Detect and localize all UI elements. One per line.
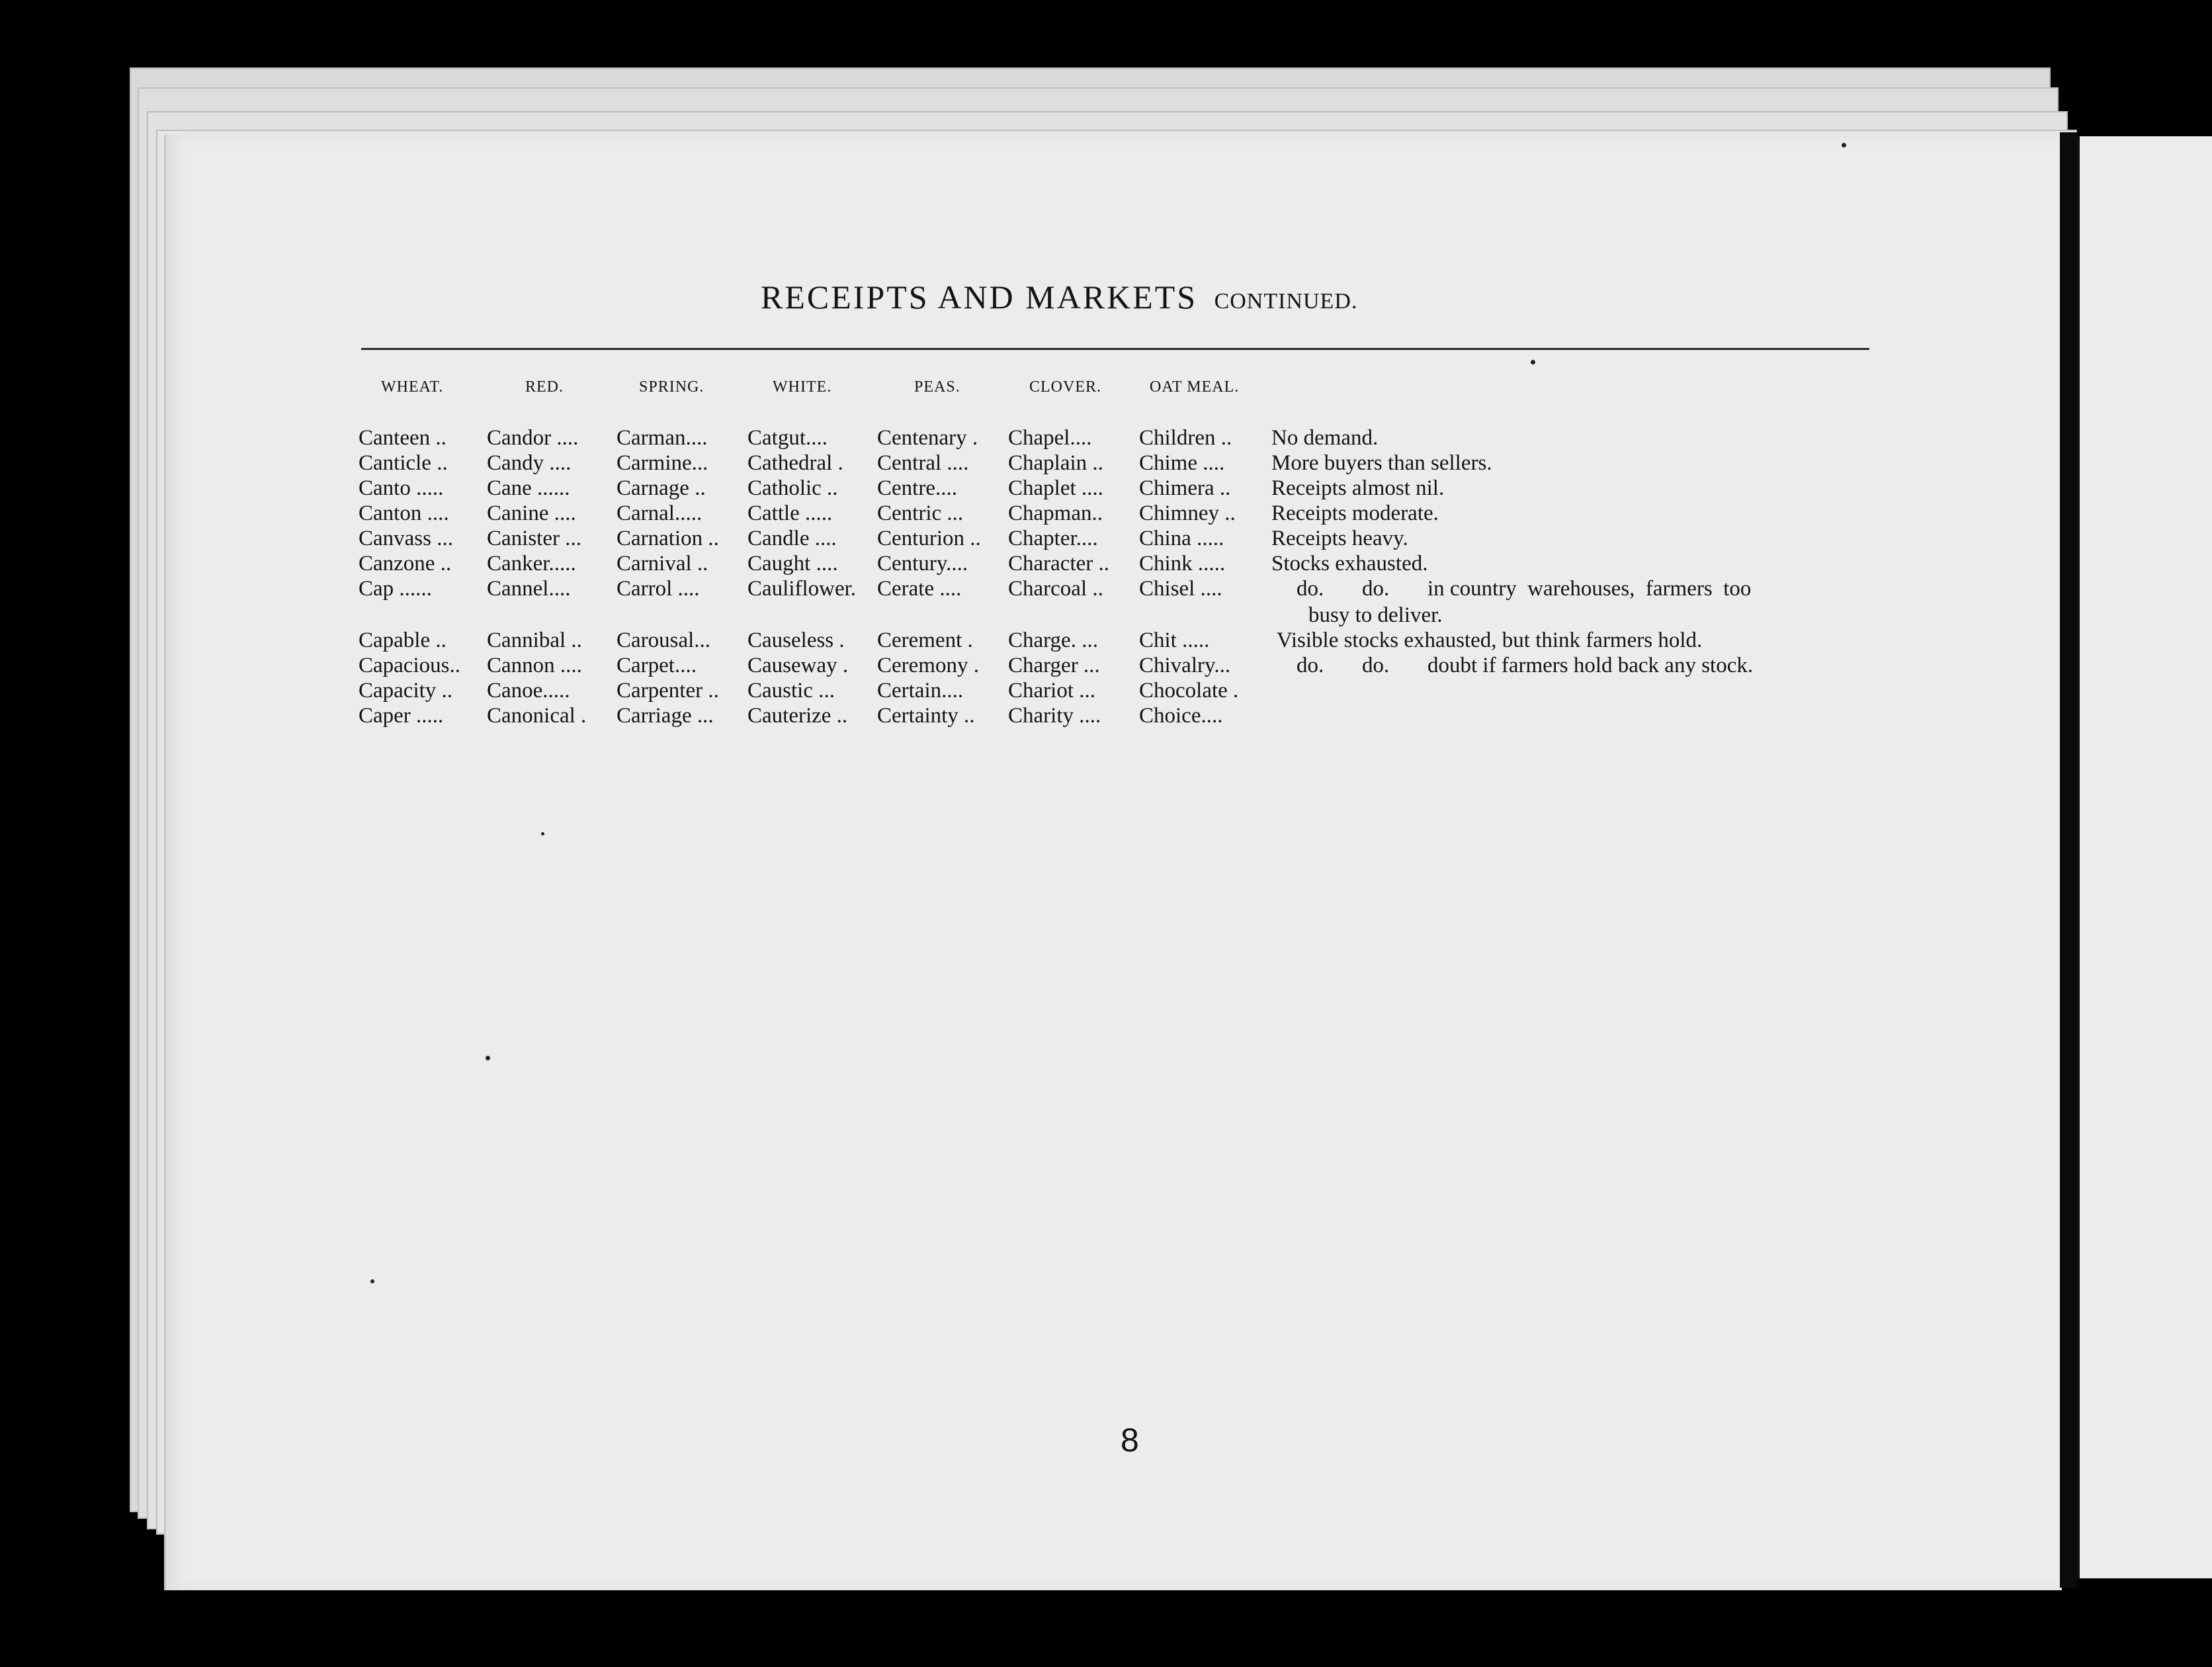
code-word: Caper ..... [359, 704, 444, 728]
table-row [0, 654, 2212, 680]
code-word: Canine .... [487, 501, 576, 525]
column-header-red: RED. [525, 378, 564, 396]
code-word: Canticle .. [359, 451, 448, 475]
code-word: Cannon .... [487, 654, 582, 677]
code-word: Canton .... [359, 501, 449, 525]
code-word: Canoe..... [487, 679, 570, 703]
code-word: Canteen .. [359, 426, 447, 450]
code-word: China ..... [1139, 527, 1224, 550]
code-word: Carousal... [617, 628, 711, 652]
market-remark: do. do. in country warehouses, farmers too [1297, 577, 1752, 601]
column-header-peas: PEAS. [914, 378, 960, 396]
code-word: Carman.... [617, 426, 708, 450]
code-word: Chapman.. [1008, 501, 1103, 525]
code-word: Carnation .. [617, 527, 719, 550]
code-word: Cathedral . [747, 451, 843, 475]
code-word: Capable .. [359, 628, 447, 652]
code-word: Chisel .... [1139, 577, 1222, 601]
table-row [0, 501, 2212, 528]
market-remark: Receipts almost nil. [1271, 476, 1445, 500]
ink-speck [1531, 360, 1535, 364]
ink-speck [486, 1056, 490, 1060]
code-word: Cauliflower. [747, 577, 857, 601]
ink-speck [1842, 143, 1846, 148]
code-word: Chit ..... [1139, 628, 1210, 652]
code-word: Certainty .. [877, 704, 975, 728]
market-remark: Visible stocks exhausted, but think farmers hold. [1277, 628, 1703, 652]
code-word: Chapter.... [1008, 527, 1098, 550]
code-word: Ceremony . [877, 654, 979, 677]
facing-page-edge [2077, 136, 2212, 1578]
code-word: Canister ... [487, 527, 581, 550]
table-row [0, 679, 2212, 705]
code-word: Cerate .... [877, 577, 962, 601]
code-word: Centric ... [877, 501, 964, 525]
code-word: Candy .... [487, 451, 572, 475]
code-word: Cane ...... [487, 476, 570, 500]
code-word: Chariot ... [1008, 679, 1095, 703]
code-word: Chivalry... [1139, 654, 1231, 677]
market-remark: do. do. doubt if farmers hold back any stock. [1297, 654, 1754, 677]
table-row [0, 552, 2212, 578]
code-word: Central .... [877, 451, 969, 475]
code-word: Carmine... [617, 451, 708, 475]
code-word: Charger ... [1008, 654, 1100, 677]
code-word: Chime .... [1139, 451, 1225, 475]
title-text: RECEIPTS AND MARKETS [761, 278, 1198, 316]
column-header-white: WHITE. [773, 378, 832, 396]
code-word: Carnal..... [617, 501, 702, 525]
code-word: Cattle ..... [747, 501, 833, 525]
code-word: Century.... [877, 552, 968, 576]
code-word: Chink ..... [1139, 552, 1226, 576]
code-word: Catholic .. [747, 476, 838, 500]
code-word: Canker..... [487, 552, 576, 576]
ink-speck [370, 1279, 374, 1283]
page-number: 8 [1121, 1422, 1139, 1459]
market-remark: No demand. [1271, 426, 1379, 450]
code-word: Chimera .. [1139, 476, 1231, 500]
code-word: Character .. [1008, 552, 1109, 576]
code-word: Caustic ... [747, 679, 835, 703]
code-word: Capacious.. [359, 654, 460, 677]
column-header-clover: CLOVER. [1029, 378, 1101, 396]
code-word: Candor .... [487, 426, 579, 450]
book-gutter [2060, 132, 2077, 1588]
column-header-oat-meal: OAT MEAL. [1150, 378, 1240, 396]
ink-speck [541, 832, 544, 835]
market-remark-continued: busy to deliver. [1308, 603, 1443, 627]
code-word: Chaplain .. [1008, 451, 1103, 475]
code-word: Candle .... [747, 527, 837, 550]
code-word: Cauterize .. [747, 704, 848, 728]
code-word: Cap ...... [359, 577, 432, 601]
page-title [761, 278, 1357, 316]
document-page [164, 135, 2062, 1590]
code-word: Carriage ... [617, 704, 714, 728]
code-word: Cerement . [877, 628, 973, 652]
title-suffix: CONTINUED. [1214, 289, 1358, 314]
code-word: Capacity .. [359, 679, 453, 703]
market-remark: Receipts moderate. [1271, 501, 1439, 525]
code-word: Canto ..... [359, 476, 444, 500]
code-word: Choice.... [1139, 704, 1223, 728]
code-word: Carpenter .. [617, 679, 719, 703]
code-word: Chimney .. [1139, 501, 1236, 525]
code-word: Chaplet .... [1008, 476, 1103, 500]
market-remark: More buyers than sellers. [1271, 451, 1492, 475]
table-row [0, 527, 2212, 553]
code-word: Centre.... [877, 476, 957, 500]
table-row [0, 426, 2212, 452]
code-word: Catgut.... [747, 426, 828, 450]
code-word: Certain.... [877, 679, 964, 703]
code-word: Chocolate . [1139, 679, 1239, 703]
code-word: Causeless . [747, 628, 845, 652]
code-word: Canzone .. [359, 552, 452, 576]
code-word: Carnage .. [617, 476, 706, 500]
code-word: Charge. ... [1008, 628, 1098, 652]
code-word: Carpet.... [617, 654, 697, 677]
code-word: Children .. [1139, 426, 1232, 450]
code-word: Centenary . [877, 426, 978, 450]
code-word: Cannibal .. [487, 628, 582, 652]
code-word: Chapel.... [1008, 426, 1092, 450]
column-header-wheat: WHEAT. [381, 378, 444, 396]
code-word: Centurion .. [877, 527, 981, 550]
code-word: Canvass ... [359, 527, 453, 550]
code-word: Charcoal .. [1008, 577, 1103, 601]
table-row [0, 577, 2212, 627]
code-word: Canonical . [487, 704, 587, 728]
title-rule [361, 348, 1869, 350]
table-row [0, 628, 2212, 655]
market-remark: Receipts heavy. [1271, 527, 1408, 550]
code-word: Caught .... [747, 552, 838, 576]
code-word: Charity .... [1008, 704, 1101, 728]
table-row [0, 704, 2212, 730]
code-word: Carrol .... [617, 577, 700, 601]
code-word: Cannel.... [487, 577, 571, 601]
code-word: Carnival .. [617, 552, 708, 576]
market-remark: Stocks exhausted. [1271, 552, 1428, 576]
column-header-spring: SPRING. [639, 378, 704, 396]
table-row [0, 476, 2212, 503]
code-word: Causeway . [747, 654, 849, 677]
table-row [0, 451, 2212, 478]
